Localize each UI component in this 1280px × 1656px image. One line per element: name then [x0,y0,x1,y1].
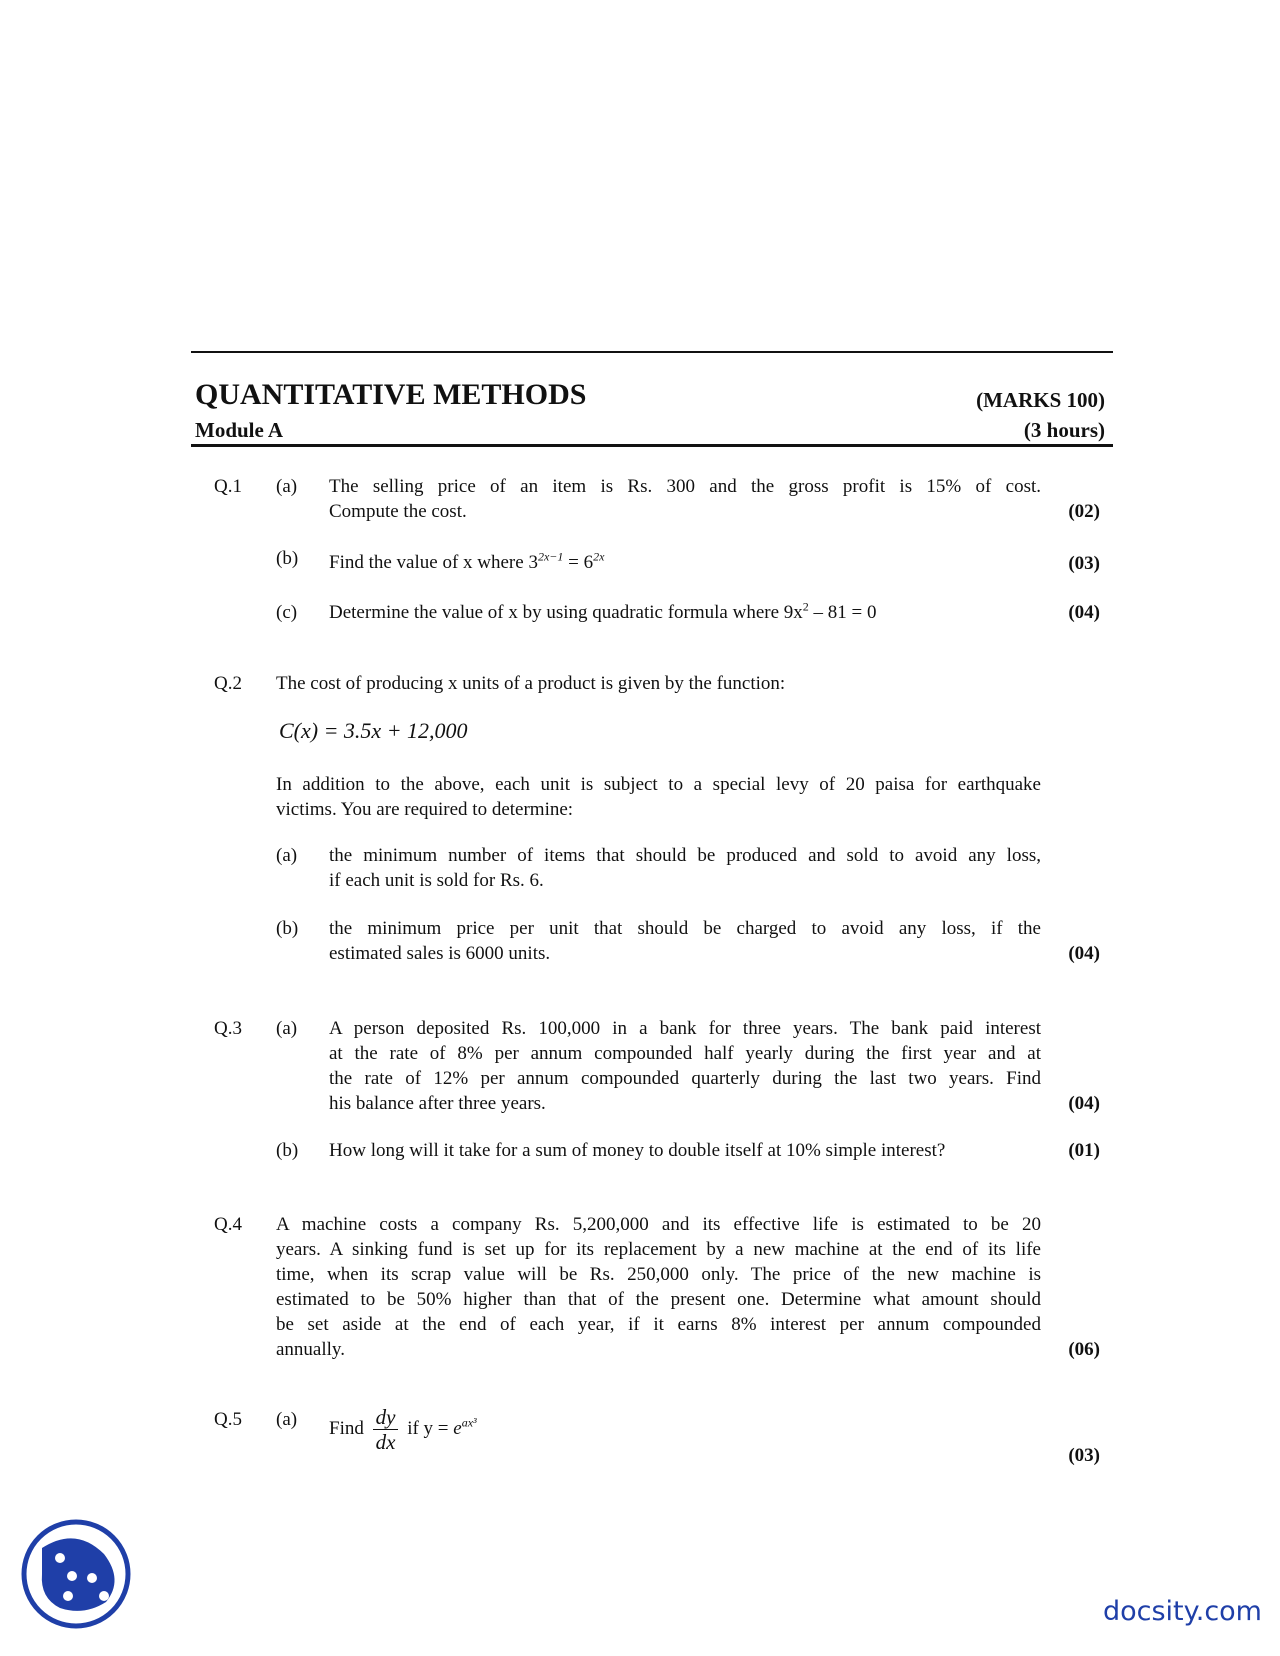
marks-value: (04) [1068,1093,1100,1114]
question-text: A machine costs a company Rs. 5,200,000 and its effective life is estimated to be 20 years. A sinking fund is set up for its replacement by a new machine at the end of its life time, when its scrap value will be Rs. 250,000 only. The price of the new machine is estimated to be 50% higher than that of the present one. Determine what amount should be set aside at the end of each year, if it earns 8% interest per annum compounded annually. [276,1214,1041,1360]
question-number: Q.1 [214,476,242,497]
question-text: A person deposited Rs. 100,000 in a bank for three years. The bank paid interest at the rate of 8% per annum compounded half yearly during the first year and at the rate of 12% per annum compounded quarterly during the last two years. Find his balance after three years. [329,1018,1041,1114]
header-bottom-rule [191,444,1113,447]
marks-value: (03) [1068,553,1100,574]
question-text: The cost of producing x units of a product is given by the function: [276,673,786,694]
question-text: Find the value of x where $3^{2x-1} = 6^{2x}$ [329,549,605,573]
header-top-rule [191,351,1113,353]
marks-value: (03) [1068,1445,1100,1466]
part-label: (a) [276,476,298,497]
total-marks: (MARKS 100) [976,388,1105,412]
part-label: (c) [276,602,298,623]
question-text: The selling price of an item is Rs. 300 and the gross profit is 15% of cost. Compute the cost. [329,476,1041,522]
module-label: Module A [195,418,284,442]
question-text: Determine the value of x by using quadratic formula where $9x^2 - 81 = 0$ [329,599,877,623]
part-label: (b) [276,1140,299,1161]
part-label: (a) [276,845,298,866]
part-label: (b) [276,548,299,569]
part-label: (a) [276,1409,298,1430]
question-number: Q.3 [214,1018,242,1039]
question-text: How long will it take for a sum of money to double itself at 10% simple interest? [329,1140,946,1161]
marks-value: (06) [1068,1339,1100,1360]
part-label: (b) [276,918,299,939]
question-text: the minimum price per unit that should be charged to avoid any loss, if the estimated sales is 6000 units. [329,918,1041,964]
marks-value: (01) [1068,1140,1100,1161]
paper-title: QUANTITATIVE METHODS [195,378,587,411]
question-number: Q.4 [214,1214,242,1235]
part-label: (a) [276,1018,298,1039]
docsity-logo-icon [20,1518,132,1630]
marks-value: (04) [1068,602,1100,623]
question-text: Find $\frac{dy}{dx}$ if $y = e^{ax^3}$ [329,1405,477,1454]
marks-value: (04) [1068,943,1100,964]
question-text: the minimum number of items that should be produced and sold to avoid any loss, if each unit is sold for Rs. 6. [329,845,1041,891]
docsity-brand[interactable]: docsity.com [1102,1596,1262,1627]
marks-value: (02) [1068,501,1100,522]
question-number: Q.5 [214,1409,242,1430]
cost-formula: C(x) = 3.5x + 12,000 [279,718,468,743]
question-number: Q.2 [214,673,242,694]
question-text: In addition to the above, each unit is subject to a special levy of 20 paisa for earthquake victims. You are required to determine: [276,774,1041,820]
derivative-fraction: $\frac{dy}{dx}$ [373,1405,399,1454]
exam-duration: (3 hours) [1023,418,1105,442]
